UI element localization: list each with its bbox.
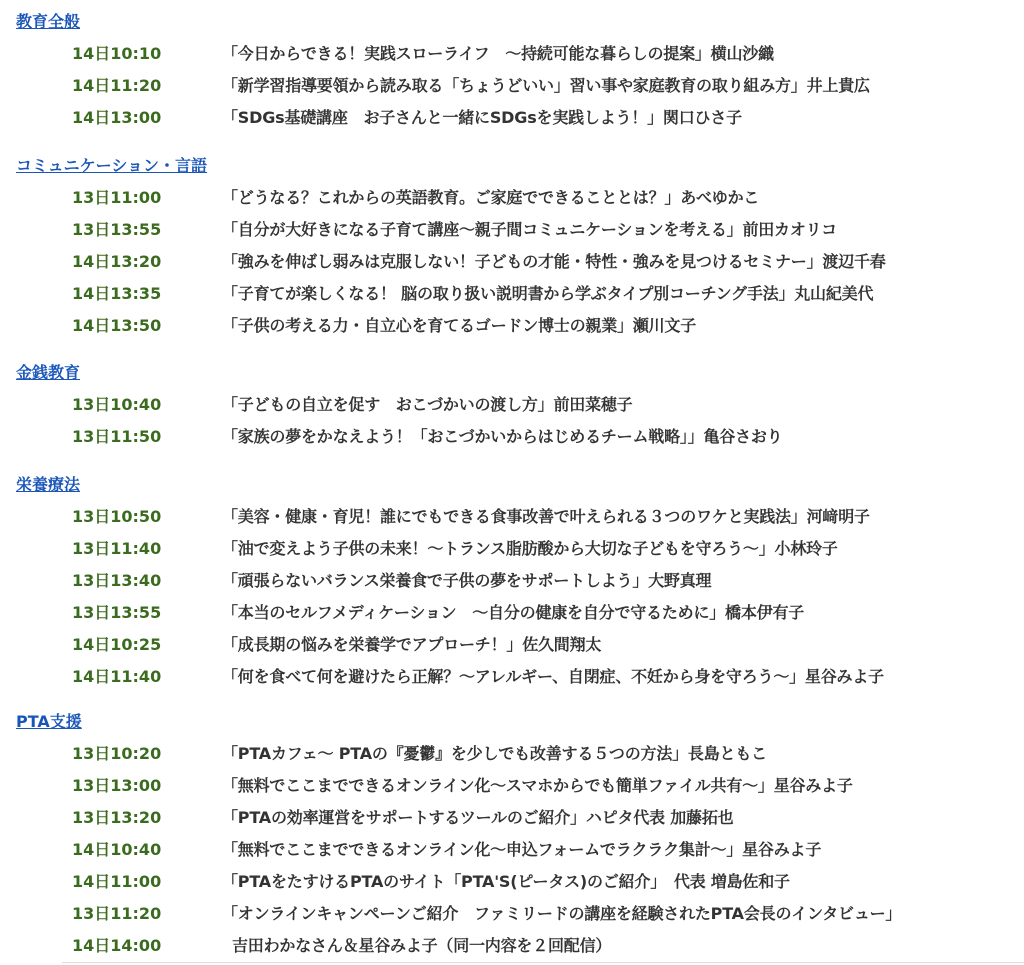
session-title: 「今日からできる！実践スローライフ ～持続可能な暮らしの提案」横山沙織 xyxy=(222,44,774,63)
session-title: 「どうなる？これからの英語教育。ご家庭でできることとは？」あべゆかこ xyxy=(222,188,760,207)
session-title: 「頑張らないバランス栄養食で子供の夢をサポートしよう」大野真理 xyxy=(222,571,712,590)
category-link[interactable]: 金銭教育 xyxy=(16,363,81,382)
session-title: 「子どもの自立を促す おこづかいの渡し方」前田菜穂子 xyxy=(222,395,633,414)
session-time: 13日13:20 xyxy=(72,808,162,827)
session-time: 13日10:50 xyxy=(72,507,162,526)
session-row xyxy=(0,602,1024,628)
session-time: 13日10:40 xyxy=(72,395,162,414)
session-title: 「家族の夢をかなえよう！「おこづかいからはじめるチーム戦略」」亀谷さおり xyxy=(222,427,783,446)
session-row xyxy=(0,283,1024,309)
session-row xyxy=(0,251,1024,277)
session-title: 吉田わかなさん＆星谷みよ子（同一内容を２回配信） xyxy=(232,936,612,955)
session-time: 14日13:50 xyxy=(72,316,162,335)
session-row xyxy=(0,666,1024,692)
session-time: 14日13:35 xyxy=(72,284,162,303)
session-title: 「美容・健康・育児！誰にでもできる食事改善で叶えられる３つのワケと実践法」河﨑明子 xyxy=(222,507,870,526)
session-title: 「強みを伸ばし弱みは克服しない！子どもの才能・特性・強みを見つけるセミナー」渡辺千春 xyxy=(222,252,886,271)
session-time: 13日11:20 xyxy=(72,904,162,923)
session-row xyxy=(0,935,1024,961)
session-time: 14日10:10 xyxy=(72,44,162,63)
session-row xyxy=(0,634,1024,660)
session-title: 「PTAの効率運営をサポートするツールのご紹介」ハピタ代表 加藤拓也 xyxy=(222,808,734,827)
category-link[interactable]: PTA支援 xyxy=(16,712,82,731)
session-title: 「成長期の悩みを栄養学でアプローチ！」佐久間翔太 xyxy=(222,635,602,654)
session-title: 「本当のセルフメディケーション ～自分の健康を自分で守るために」橋本伊有子 xyxy=(222,603,805,622)
session-row xyxy=(0,315,1024,341)
category-link[interactable]: コミュニケーション・言語 xyxy=(16,156,208,175)
category-link[interactable]: 栄養療法 xyxy=(16,475,81,494)
session-row xyxy=(0,43,1024,69)
session-row xyxy=(0,426,1024,452)
session-row xyxy=(0,839,1024,865)
session-title: 「油で変えよう子供の未来！～トランス脂肪酸から大切な子どもを守ろう～」小林玲子 xyxy=(222,539,838,558)
session-row xyxy=(0,394,1024,420)
session-time: 14日10:40 xyxy=(72,840,162,859)
session-title: 「SDGs基礎講座 お子さんと一緒にSDGsを実践しよう！」関口ひさ子 xyxy=(222,108,742,127)
session-time: 14日11:40 xyxy=(72,667,162,686)
session-time: 13日13:55 xyxy=(72,603,162,622)
session-title: 「無料でここまでできるオンライン化～スマホからでも簡単ファイル共有～」星谷みよ子 xyxy=(222,776,853,795)
session-title: 「PTAカフェ～ PTAの『憂鬱』を少しでも改善する５つの方法」長島ともこ xyxy=(222,744,767,763)
session-title: 「無料でここまでできるオンライン化～申込フォームでラクラク集計～」星谷みよ子 xyxy=(222,840,822,859)
session-row xyxy=(0,871,1024,897)
session-row xyxy=(0,187,1024,213)
session-time: 14日11:00 xyxy=(72,872,162,891)
session-row xyxy=(0,903,1024,929)
session-time: 13日13:40 xyxy=(72,571,162,590)
session-row xyxy=(0,538,1024,564)
session-title: 「子供の考える力・自立心を育てるゴードン博士の親業」瀬川文子 xyxy=(222,316,697,335)
session-time: 14日13:00 xyxy=(72,108,162,127)
session-time: 13日13:00 xyxy=(72,776,162,795)
session-time: 14日14:00 xyxy=(72,936,162,955)
session-time: 14日13:20 xyxy=(72,252,162,271)
session-title: 「PTAをたすけるPTAのサイト「PTA'S(ピータス)のご紹介」 代表 増島佐和子 xyxy=(222,872,790,891)
session-title: 「オンラインキャンペーンご紹介 ファミリードの講座を経験されたPTA会長のインタビュー」 xyxy=(222,904,902,923)
session-title: 「子育てが楽しくなる！ 脳の取り扱い説明書から学ぶタイプ別コーチング手法」丸山紀美代 xyxy=(222,284,874,303)
session-time: 14日10:25 xyxy=(72,635,162,654)
session-row xyxy=(0,570,1024,596)
session-time: 13日11:40 xyxy=(72,539,162,558)
session-time: 13日10:20 xyxy=(72,744,162,763)
session-row xyxy=(0,807,1024,833)
session-row xyxy=(0,107,1024,133)
session-title: 「自分が大好きになる子育て講座～親子間コミュニケーションを考える」前田カオリコ xyxy=(222,220,837,239)
session-row xyxy=(0,775,1024,801)
session-title: 「何を食べて何を避けたら正解？～アレルギー、自閉症、不妊から身を守ろう～」星谷みよ子 xyxy=(222,667,884,686)
session-row xyxy=(0,506,1024,532)
session-time: 14日11:20 xyxy=(72,76,162,95)
session-time: 13日11:50 xyxy=(72,427,162,446)
category-link[interactable]: 教育全般 xyxy=(16,12,81,31)
session-row xyxy=(0,219,1024,245)
divider xyxy=(62,962,1024,963)
session-title: 「新学習指導要領から読み取る「ちょうどいい」習い事や家庭教育の取り組み方」井上貴広 xyxy=(222,76,870,95)
session-time: 13日11:00 xyxy=(72,188,162,207)
session-time: 13日13:55 xyxy=(72,220,162,239)
session-row xyxy=(0,75,1024,101)
session-row xyxy=(0,743,1024,769)
